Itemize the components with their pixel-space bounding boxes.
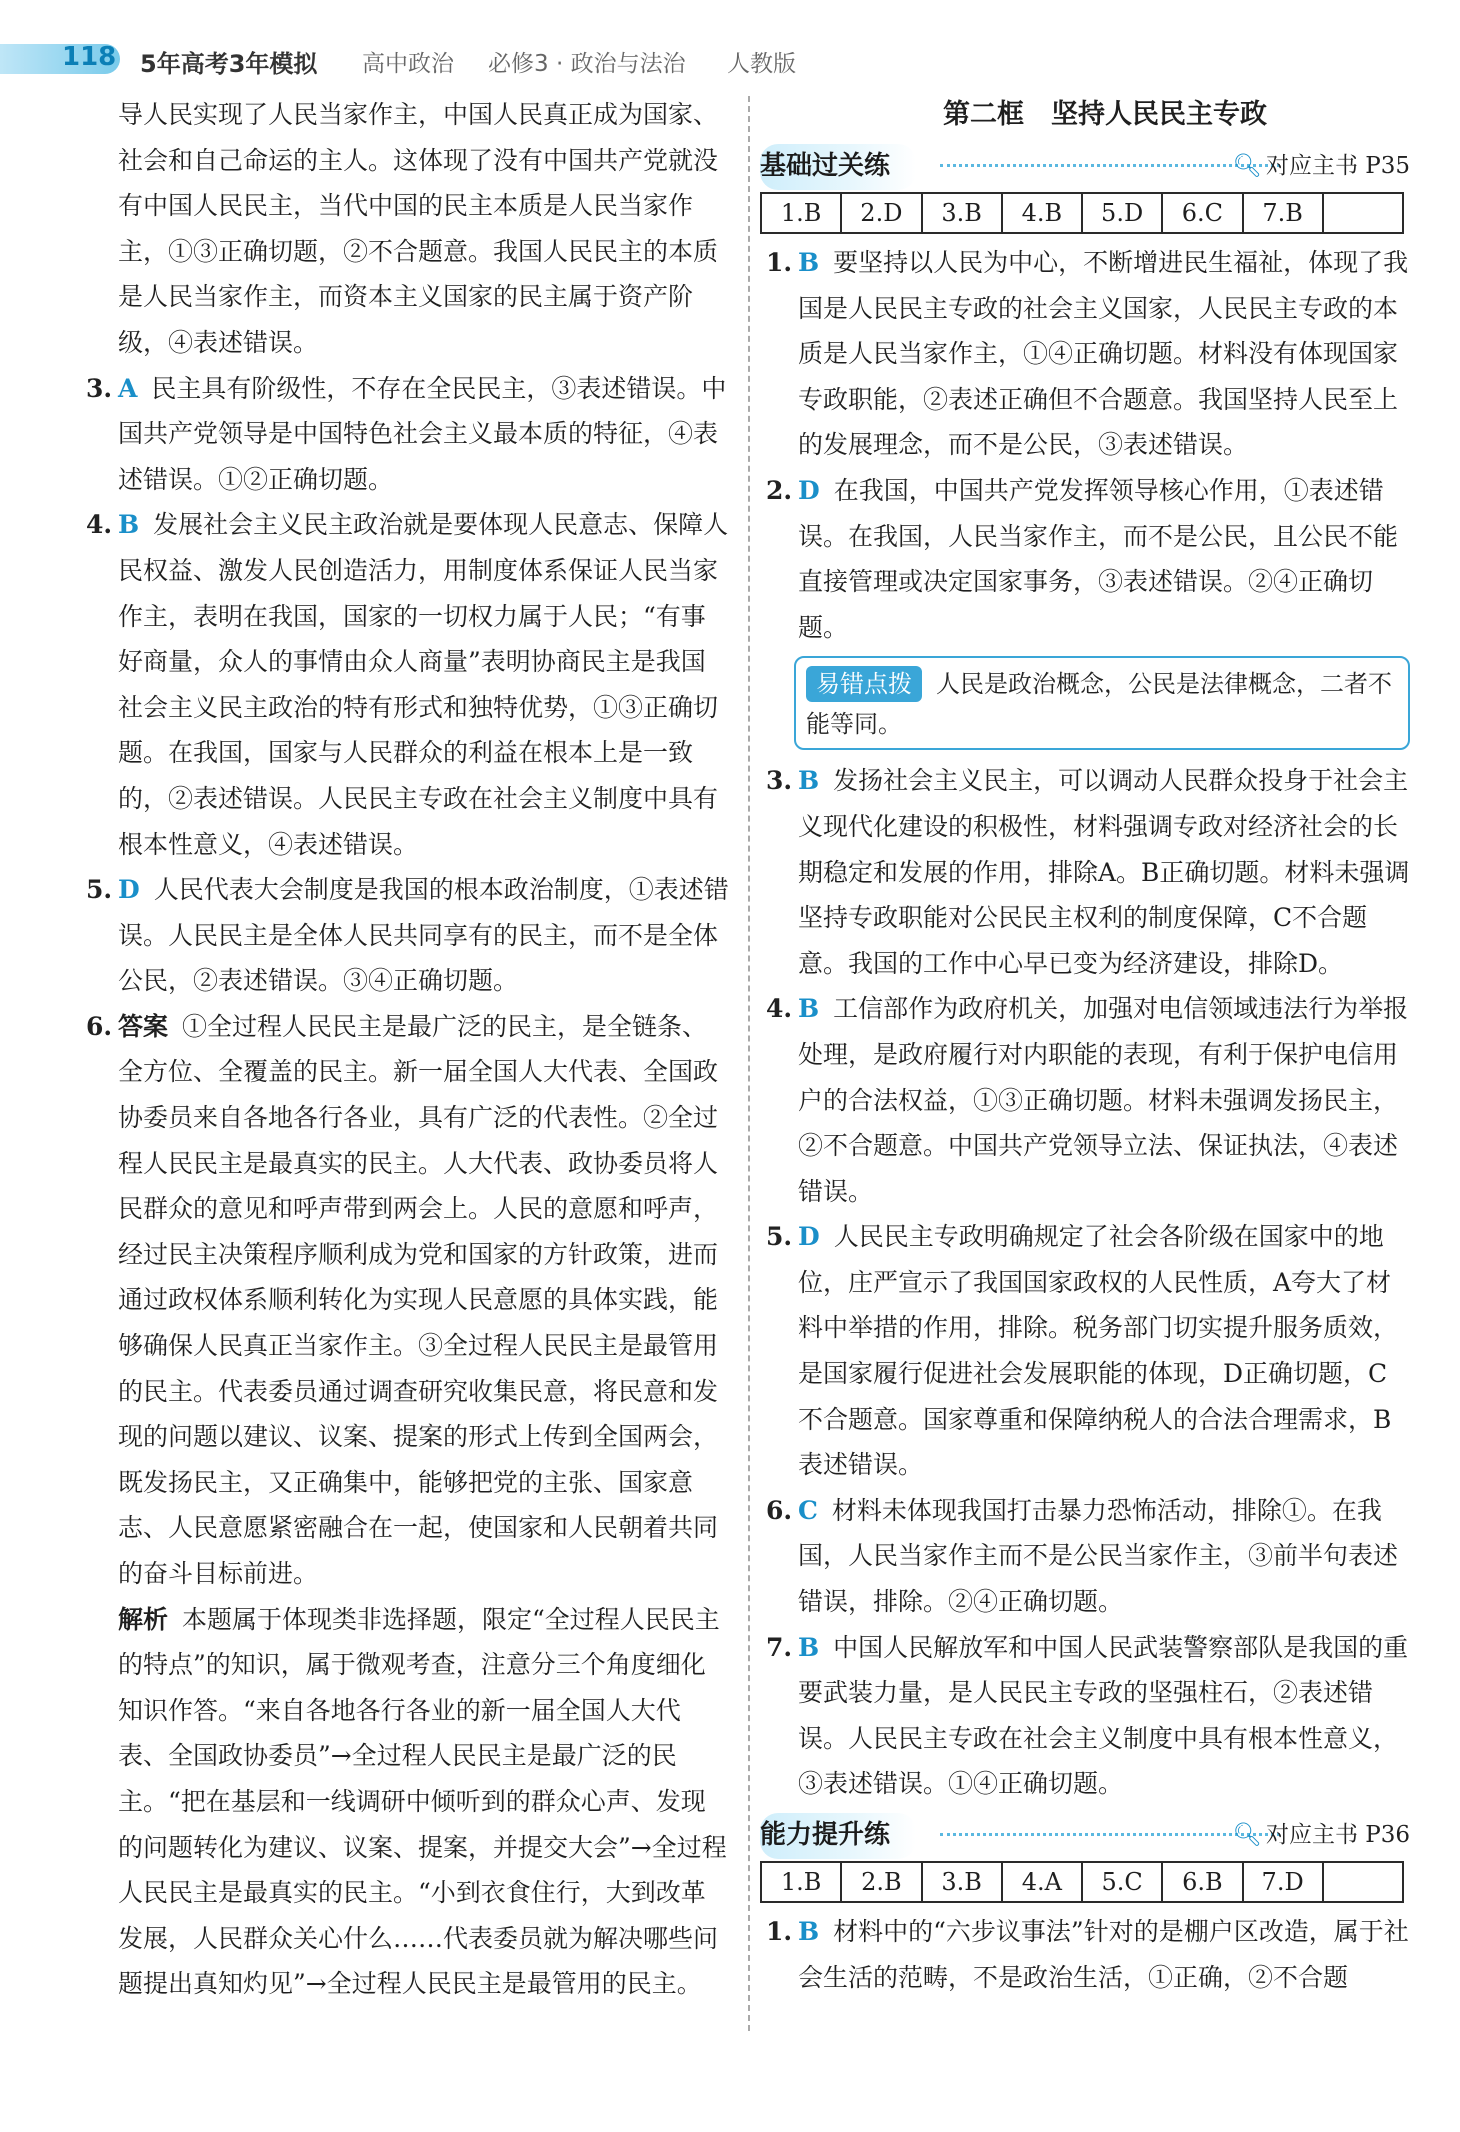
answer-cell: 5.C xyxy=(1083,1863,1163,1901)
answer-letter: B xyxy=(118,510,140,540)
search-icon: 🔍︎ xyxy=(1232,153,1262,179)
explanation: 民主具有阶级性，不存在全民民主，③表述错误。中国共产党领导是中国特色社会主义最本质的特征，④表述错误。①②正确切题。 xyxy=(118,373,727,494)
answer-letter: C xyxy=(798,1495,818,1525)
explanation: 中国人民解放军和中国人民武装警察部队是我国的重要武装力量，是人民民主专政的坚强柱石，②表述错误。人民民主专政在社会主义制度中具有根本性意义，③表述错误。①④正确切题。 xyxy=(798,1632,1409,1799)
answer-item-5 xyxy=(760,1214,1410,1488)
answer-label: 答案 xyxy=(118,1011,169,1041)
reference xyxy=(1233,1813,1410,1859)
answer-cell xyxy=(1324,1863,1402,1901)
answer-item-3 xyxy=(760,758,1410,986)
item-number: 5. xyxy=(766,1222,793,1252)
answer-item-6 xyxy=(80,1004,730,1597)
search-icon: 🔍︎ xyxy=(1232,1822,1262,1848)
answer-cell xyxy=(1324,194,1402,232)
answer-cell: 6.B xyxy=(1163,1863,1243,1901)
answer-grid-advanced xyxy=(760,1861,1404,1903)
right-column xyxy=(760,92,1410,2000)
section-advanced xyxy=(760,1811,1410,1855)
answer-letter: B xyxy=(798,994,820,1024)
item-number: 7. xyxy=(766,1632,793,1662)
reference-text: 对应主书 P36 xyxy=(1265,1822,1410,1848)
answer-text: ①全过程人民民主是最广泛的民主，是全链条、全方位、全覆盖的民主。新一届全国人大代表、全国政协委员来自各地各行各业，具有广泛的代表性。②全过程人民民主是最真实的民主。人大代表、政协委员将人民群众的意见和呼声带到两会上。人民的意愿和呼声，经过民主决策程序顺利成为党和国家的方针政策，进而通过政权体系顺利转化为实现人民意愿的具体实践，能够确保人民真正当家作主。③全过程人民民主是最管用的民主。代表委员通过调查研究收集民意，将民意和发现的问题以建议、议案、提案的形式上传到全国两会，既发扬民主，又正确集中，能够把党的主张、国家意志、人民意愿紧密融合在一起，使国家和人民朝着共同的奋斗目标前进。 xyxy=(118,1011,719,1588)
answer-cell: 2.B xyxy=(842,1863,922,1901)
section-basic xyxy=(760,142,1410,186)
answer-cell: 4.B xyxy=(1003,194,1083,232)
item-number: 4. xyxy=(766,994,793,1024)
answer-item-7 xyxy=(760,1625,1410,1807)
answer-cell: 3.B xyxy=(923,194,1003,232)
page-header xyxy=(0,38,860,78)
explanation: 发扬社会主义民主，可以调动人民群众投身于社会主义现代化建设的积极性，材料强调专政对经济社会的长期稳定和发展的作用，排除A。B正确切题。材料未强调坚持专政职能对公民民主权利的制度保障，C不合题意。我国的工作中心早已变为经济建设，排除D。 xyxy=(798,766,1410,978)
answer-cell: 6.C xyxy=(1163,194,1243,232)
analysis-text: 本题属于体现类非选择题，限定“全过程人民民主的特点”的知识，属于微观考查，注意分三个角度细化知识作答。“来自各地各行各业的新一届全国人大代表、全国政协委员”→全过程人民民主是最广泛的民主。“把在基层和一线调研中倾听到的群众心声、发现的问题转化为建议、议案、提案，并提交大会”→全过程人民民主是最真实的民主。“小到衣食住行，大到改革发展，人民群众关心什么……代表委员就为解决哪些问题提出真知灼见”→全过程人民民主是最管用的民主。 xyxy=(118,1604,727,1999)
tip-text: 人民是政治概念，公民是法律概念，二者不能等同。 xyxy=(806,670,1392,739)
reference-text: 对应主书 P35 xyxy=(1265,153,1410,179)
tip-tag: 易错点拨 xyxy=(806,666,922,702)
answer-item-3 xyxy=(80,366,730,503)
answer-item-1 xyxy=(760,240,1410,468)
answer-cell: 4.A xyxy=(1003,1863,1083,1901)
item-number: 4. xyxy=(86,510,113,540)
answer-cell: 1.B xyxy=(762,194,842,232)
explanation: 工信部作为政府机关，加强对电信领域违法行为举报处理，是政府履行对内职能的表现，有利于保护电信用户的合法权益，①③正确切题。材料未强调发扬民主，②不合题意。中国共产党领导立法、保证执法，④表述错误。 xyxy=(798,994,1409,1206)
answer-cell: 5.D xyxy=(1083,194,1163,232)
item-number: 3. xyxy=(766,766,793,796)
answer-cell: 3.B xyxy=(923,1863,1003,1901)
item-number: 6. xyxy=(766,1495,793,1525)
analysis-label: 解析 xyxy=(118,1604,169,1634)
dotted-rule xyxy=(940,1833,1280,1836)
item-number: 1. xyxy=(766,248,793,277)
analysis-block xyxy=(80,1597,730,2007)
answer-letter: D xyxy=(798,475,820,505)
answer-item-6 xyxy=(760,1488,1410,1625)
answer-letter: B xyxy=(798,766,820,796)
item-number: 1. xyxy=(766,1917,793,1946)
section-title: 基础过关练 xyxy=(760,144,916,190)
item-number: 5. xyxy=(86,875,113,905)
answer-cell: 7.D xyxy=(1244,1863,1324,1901)
continued-paragraph: 导人民实现了人民当家作主，中国人民真正成为国家、社会和自己命运的主人。这体现了没有中国共产党就没有中国人民民主，当代中国的民主本质是人民当家作主，①③正确切题，②不合题意。我国人民民主的本质是人民当家作主，而资本主义国家的民主属于资产阶级，④表述错误。 xyxy=(118,100,719,357)
answer-grid-basic xyxy=(760,192,1404,234)
explanation: 发展社会主义民主政治就是要体现人民意志、保障人民权益、激发人民创造活力，用制度体系保证人民当家作主，表明在我国，国家的一切权力属于人民；“有事好商量，众人的事情由众人商量”表明协商民主是我国社会主义民主政治的特有形式和独特优势，①③正确切题。在我国，国家与人民群众的利益在根本上是一致的，②表述错误。人民民主专政在社会主义制度中具有根本性意义，④表述错误。 xyxy=(118,510,729,859)
explanation: 人民代表大会制度是我国的根本政治制度，①表述错误。人民民主是全体人民共同享有的民主，而不是全体公民，②表述错误。③④正确切题。 xyxy=(118,875,729,996)
answer-letter: D xyxy=(118,875,140,905)
dotted-rule xyxy=(940,164,1280,167)
answer-letter: B xyxy=(798,1632,820,1662)
answer-item-4 xyxy=(760,986,1410,1214)
answer-item-5 xyxy=(80,867,730,1004)
item-number: 3. xyxy=(86,373,113,403)
left-column xyxy=(80,92,730,2007)
answer-letter: B xyxy=(798,1917,820,1946)
explanation: 在我国，中国共产党发挥领导核心作用，①表述错误。在我国，人民当家作主，而不是公民，且公民不能直接管理或决定国家事务，③表述错误。②④正确切题。 xyxy=(798,475,1399,642)
answer-item-4 xyxy=(80,502,730,867)
answer-cell: 1.B xyxy=(762,1863,842,1901)
answer-letter: B xyxy=(798,248,820,277)
reference xyxy=(1233,144,1410,190)
answer-letter: A xyxy=(118,373,138,403)
explanation: 人民民主专政明确规定了社会各阶级在国家中的地位，庄严宣示了我国国家政权的人民性质，A夸大了材料中举措的作用，排除。税务部门切实提升服务质效，是国家履行促进社会发展职能的体现，D正确切题，C不合题意。国家尊重和保障纳税人的合法合理需求，B表述错误。 xyxy=(798,1222,1399,1480)
explanation: 材料未体现我国打击暴力恐怖活动，排除①。在我国，人民当家作主而不是公民当家作主，③前半句表述错误，排除。②④正确切题。 xyxy=(798,1495,1399,1617)
item-number: 2. xyxy=(766,475,793,505)
subject: 高中政治 xyxy=(362,51,454,77)
answer-item-1-advanced xyxy=(760,1909,1410,2000)
item-number: 6. xyxy=(86,1011,113,1041)
column-divider xyxy=(748,96,750,2031)
answer-cell: 7.B xyxy=(1244,194,1324,232)
section-title: 能力提升练 xyxy=(760,1813,916,1859)
explanation: 材料中的“六步议事法”针对的是棚户区改造，属于社会生活的范畴，不是政治生活，①正确，②不合题 xyxy=(798,1917,1409,1992)
answer-letter: D xyxy=(798,1222,820,1252)
explanation: 要坚持以人民为中心，不断增进民生福祉，体现了我国是人民民主专政的社会主义国家，人民民主专政的本质是人民当家作主，①④正确切题。材料没有体现国家专政职能，②表述正确但不合题意。我国坚持人民至上的发展理念，而不是公民，③表述错误。 xyxy=(798,248,1409,460)
error-tip-box xyxy=(794,656,1410,750)
series-title: 5年高考3年模拟 xyxy=(140,50,318,78)
edition: 人教版 xyxy=(727,51,796,77)
answer-cell: 2.D xyxy=(842,194,922,232)
answer-item-2 xyxy=(760,468,1410,650)
book-title: 必修3 · 政治与法治 xyxy=(488,51,686,77)
page-number: 118 xyxy=(62,42,117,72)
frame-title: 第二框 坚持人民民主专政 xyxy=(943,99,1267,130)
